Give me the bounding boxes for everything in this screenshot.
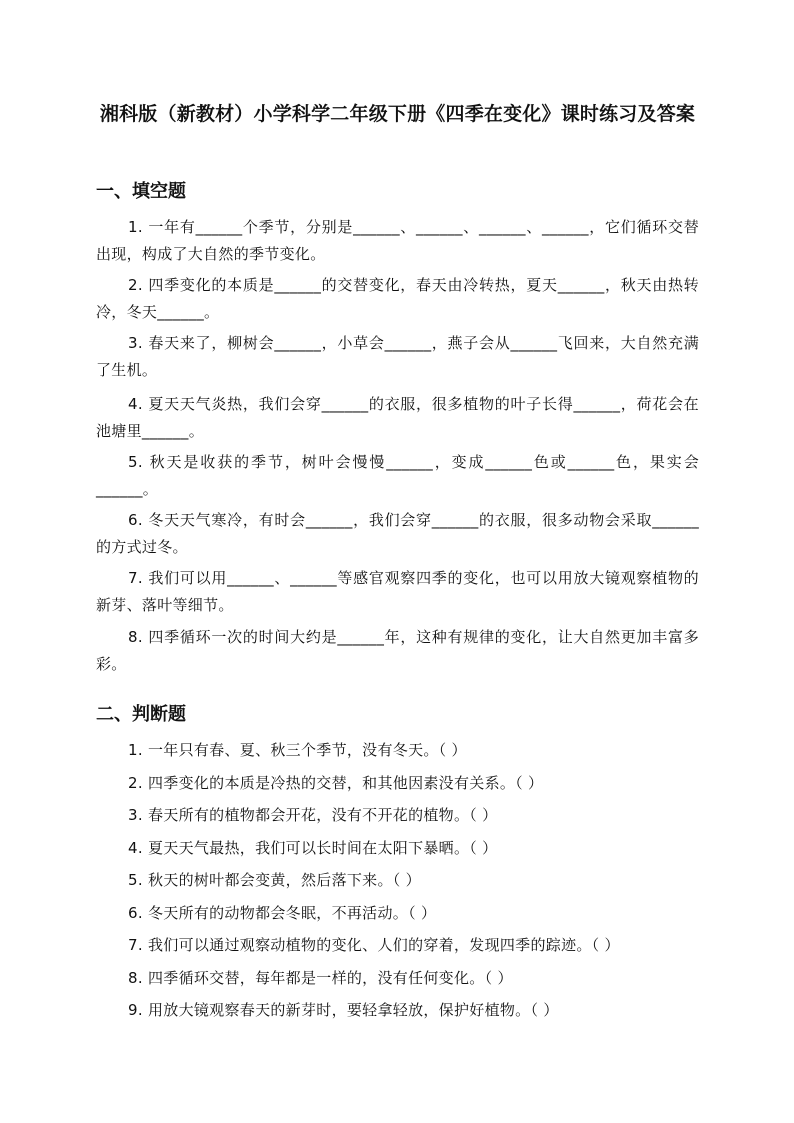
fill-blank-question-1: 1. 一年有______个季节，分别是______、______、______、______，它们循环交替出现，构成了大自然的季节变化。 — [96, 218, 699, 263]
document-title: 湘科版（新教材）小学科学二年级下册《四季在变化》课时练习及答案 — [99, 103, 696, 125]
true-false-question-1: 1. 一年只有春、夏、秋三个季节，没有冬天。（ ） — [128, 741, 467, 759]
true-false-question-3: 3. 春天所有的植物都会开花，没有不开花的植物。（ ） — [128, 806, 498, 824]
fill-blank-question-4: 4. 夏天天气炎热，我们会穿______的衣服，很多植物的叶子长得______，荷花会在池塘里______。 — [96, 395, 699, 440]
true-false-question-8: 8. 四季循环交替，每年都是一样的，没有任何变化。（ ） — [128, 969, 513, 987]
fill-blank-question-7: 7. 我们可以用______、______等感官观察四季的变化，也可以用放大镜观察植物的新芽、落叶等细节。 — [96, 569, 699, 614]
true-false-question-2: 2. 四季变化的本质是冷热的交替，和其他因素没有关系。（ ） — [128, 774, 544, 792]
true-false-question-5: 5. 秋天的树叶都会变黄，然后落下来。（ ） — [128, 871, 421, 889]
fill-blank-question-8: 8. 四季循环一次的时间大约是______年，这种有规律的变化，让大自然更加丰富多彩。 — [96, 628, 699, 673]
fill-blank-question-6: 6. 冬天天气寒冷，有时会______，我们会穿______的衣服，很多动物会采取______的方式过冬。 — [96, 511, 699, 556]
fill-blank-question-2: 2. 四季变化的本质是______的交替变化，春天由冷转热，夏天______，秋天由热转冷，冬天______。 — [96, 276, 699, 321]
section-heading-true-false: 二、判断题 — [96, 704, 186, 725]
fill-blank-question-5: 5. 秋天是收获的季节，树叶会慢慢______，变成______色或______色，果实会______。 — [96, 453, 699, 498]
fill-blank-question-3: 3. 春天来了，柳树会______，小草会______，燕子会从______飞回来，大自然充满了生机。 — [96, 334, 699, 379]
true-false-question-9: 9. 用放大镜观察春天的新芽时，要轻拿轻放，保护好植物。（ ） — [128, 1001, 559, 1019]
true-false-question-4: 4. 夏天天气最热，我们可以长时间在太阳下暴晒。（ ） — [128, 839, 498, 857]
section-heading-fill-blank: 一、填空题 — [96, 181, 186, 202]
true-false-question-7: 7. 我们可以通过观察动植物的变化、人们的穿着，发现四季的踪迹。（ ） — [128, 936, 620, 954]
true-false-question-6: 6. 冬天所有的动物都会冬眠，不再活动。（ ） — [128, 904, 437, 922]
